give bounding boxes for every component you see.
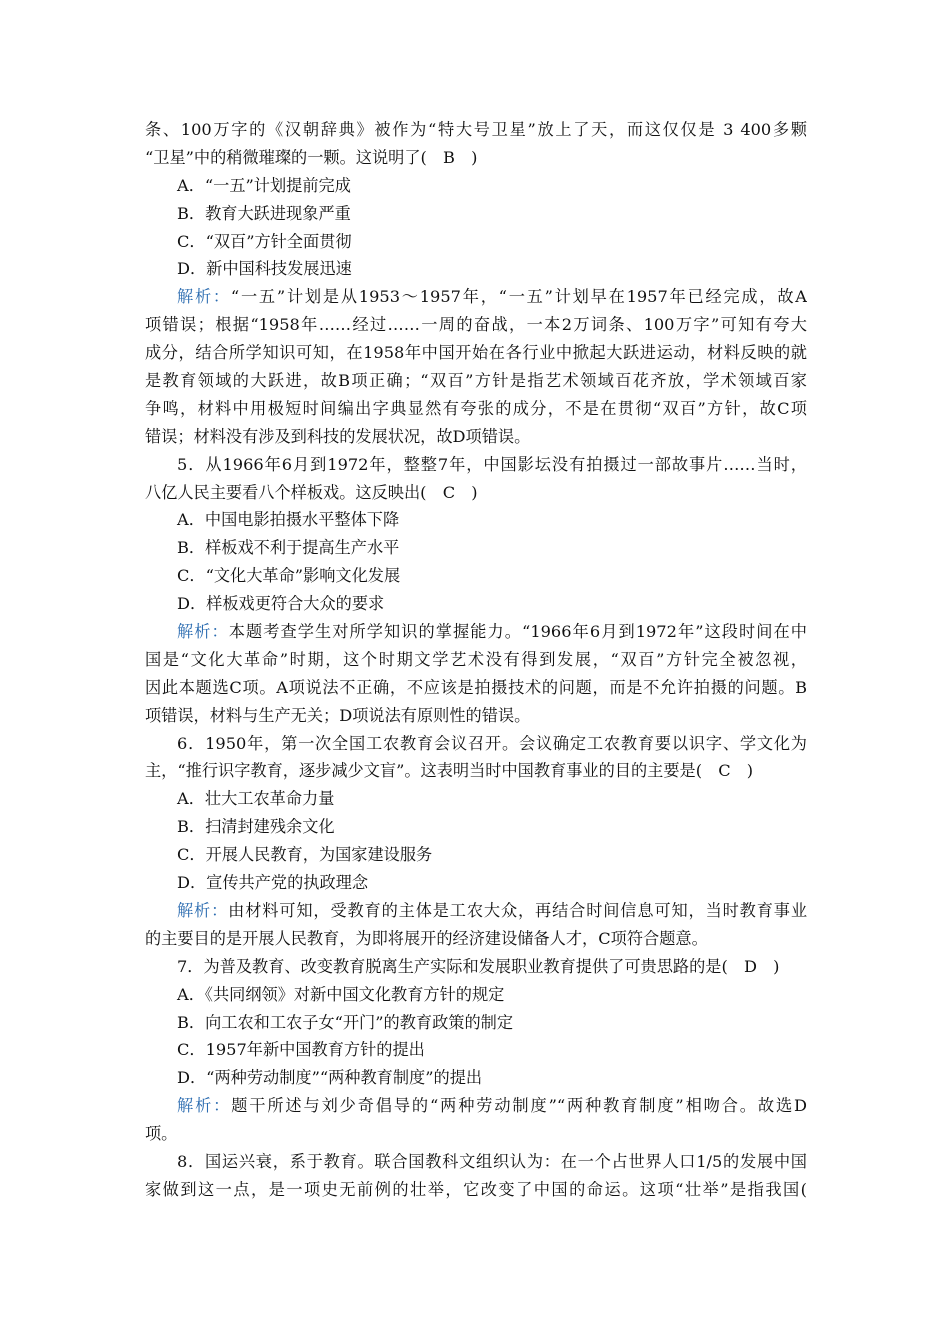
line-text: 本题考查学生对所学知识的掌握能力。“1966年6月到1972年”这段时间在中 (228, 622, 807, 642)
text-line (145, 1092, 807, 1120)
line-text: 八亿人民主要看八个样板戏。这反映出( C ) (145, 482, 478, 502)
text-line (145, 674, 807, 702)
line-text: 由材料可知，受教育的主体是工农大众，再结合时间信息可知，当时教育事业 (228, 900, 807, 920)
line-text: 8．国运兴衰，系于教育。联合国教科文组织认为：在一个占世界人口1/5的发展中国 (177, 1151, 807, 1171)
text-line (145, 311, 807, 339)
line-text: 项。 (145, 1124, 178, 1144)
line-text: B．样板戏不利于提高生产水平 (177, 538, 400, 558)
text-line (145, 646, 807, 674)
line-text: 国是“文化大革命”时期，这个时期文学艺术没有得到发展，“双百”方针完全被忽视， (145, 649, 807, 669)
text-line (145, 618, 807, 646)
text-line (145, 228, 807, 256)
text-line (145, 813, 807, 841)
analysis-label: 解析： (177, 900, 229, 920)
text-line (145, 757, 807, 785)
line-text: D．“两种劳动制度”“两种教育制度”的提出 (177, 1068, 483, 1088)
line-text: C．1957年新中国教育方针的提出 (177, 1040, 425, 1060)
text-line (145, 451, 807, 479)
text-line (145, 367, 807, 395)
text-line (145, 1036, 807, 1064)
text-line (145, 841, 807, 869)
text-line (145, 1009, 807, 1037)
text-line (145, 144, 807, 172)
text-line (145, 1120, 807, 1148)
text-line (145, 702, 807, 730)
text-line (145, 953, 807, 981)
line-text: 题干所述与刘少奇倡导的“两种劳动制度”“两种教育制度”相吻合。故选D (231, 1096, 807, 1116)
text-line (145, 785, 807, 813)
text-line (145, 590, 807, 618)
line-text: 争鸣，材料中用极短时间编出字典显然有夸张的成分，不是在贯彻“双百”方针，故C项 (145, 398, 807, 418)
line-text: 6．1950年，第一次全国工农教育会议召开。会议确定工农教育要以识字、学文化为 (177, 733, 807, 753)
line-text: 主，“推行识字教育，逐步减少文盲”。这表明当时中国教育事业的目的主要是( C ) (145, 761, 754, 781)
text-line (145, 981, 807, 1009)
line-text: D．新中国科技发展迅速 (177, 259, 352, 279)
line-text: 条、100万字的《汉朝辞典》被作为“特大号卫星”放上了天，而这仅仅是 3 400多颗 (145, 120, 807, 139)
line-text: 错误；材料没有涉及到科技的发展状况，故D项错误。 (145, 426, 531, 446)
line-text: 的主要目的是开展人民教育，为即将展开的经济建设储备人才，C项符合题意。 (145, 928, 708, 948)
text-line (145, 1064, 807, 1092)
text-line (145, 479, 807, 507)
text-line (145, 562, 807, 590)
line-text: 是教育领域的大跃进，故B项正确；“双百”方针是指艺术领域百花齐放，学术领域百家 (145, 371, 807, 391)
line-text: “一五”计划是从1953～1957年，“一五”计划早在1957年已经完成，故A (230, 287, 807, 307)
line-text: B．教育大跃进现象严重 (177, 203, 351, 223)
line-text: C．“双百”方针全面贯彻 (177, 231, 352, 251)
text-line (145, 423, 807, 451)
text-line (145, 925, 807, 953)
line-text: C．开展人民教育，为国家建设服务 (177, 845, 433, 865)
line-text: 成分，结合所学知识可知，在1958年中国开始在各行业中掀起大跃进运动，材料反映的就 (145, 343, 807, 363)
text-line (145, 1148, 807, 1176)
line-text: 因此本题选C项。A项说法不正确，不应该是拍摄技术的问题，而是不允许拍摄的问题。B (145, 677, 807, 697)
line-text: B．向工农和工农子女“开门”的教育政策的制定 (177, 1012, 514, 1032)
line-text: 5．从1966年6月到1972年，整整7年，中国影坛没有拍摄过一部故事片……当时， (177, 454, 807, 474)
text-line (145, 116, 807, 144)
line-text: D．样板戏更符合大众的要求 (177, 594, 385, 614)
line-text: B．扫清封建残余文化 (177, 817, 335, 837)
text-line (145, 730, 807, 758)
text-line (145, 395, 807, 423)
text-line (145, 869, 807, 897)
analysis-label: 解析： (177, 1096, 232, 1116)
analysis-label: 解析： (177, 287, 231, 307)
line-text: 项错误；根据“1958年……经过……一周的奋战，一本2万词条、100万字”可知有夸大 (145, 315, 807, 335)
text-line (145, 534, 807, 562)
analysis-label: 解析： (177, 622, 229, 642)
line-text: A．中国电影拍摄水平整体下降 (177, 510, 400, 530)
line-text: 项错误，材料与生产无关；D项说法有原则性的错误。 (145, 705, 531, 725)
line-text: A．《共同纲领》对新中国文化教育方针的规定 (177, 984, 505, 1004)
document-page (145, 116, 807, 1204)
text-line (145, 172, 807, 200)
text-line (145, 897, 807, 925)
line-text: 7．为普及教育、改变教育脱离生产实际和发展职业教育提供了可贵思路的是( D ) (177, 956, 780, 976)
line-text: 家做到这一点，是一项史无前例的壮举，它改变了中国的命运。这项“壮举”是指我国( (145, 1179, 807, 1199)
line-text: D．宣传共产党的执政理念 (177, 873, 369, 893)
text-line (145, 255, 807, 283)
line-text: A．“一五”计划提前完成 (177, 175, 351, 195)
line-text: C．“文化大革命”影响文化发展 (177, 566, 401, 586)
text-line (145, 506, 807, 534)
text-line (145, 339, 807, 367)
text-line (145, 200, 807, 228)
text-line (145, 1176, 807, 1204)
line-text: A．壮大工农革命力量 (177, 789, 335, 809)
text-line (145, 283, 807, 311)
line-text: “卫星”中的稍微璀璨的一颗。这说明了( B ) (145, 147, 478, 167)
